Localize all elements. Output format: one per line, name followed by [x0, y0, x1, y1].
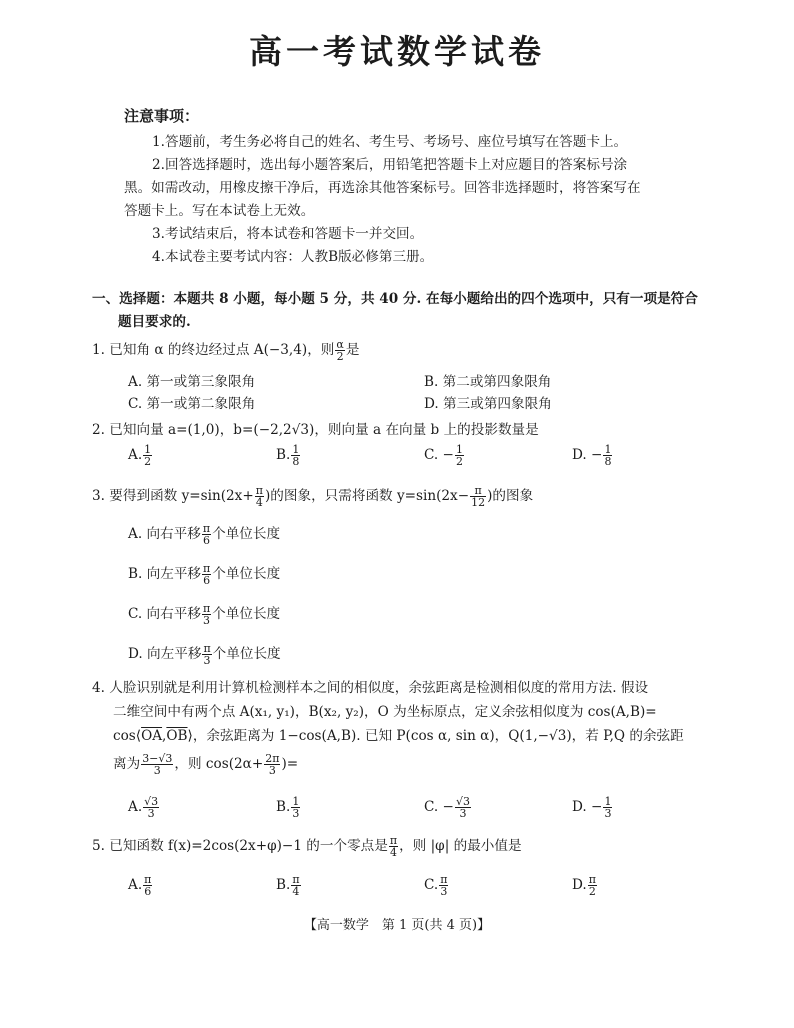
q5-option-a: A. $\frac{\pi}{6}$ [128, 873, 152, 898]
section-heading-line-1: 一、选择题：本题共 8 小题，每小题 5 分，共 40 分. 在每小题给出的四个选项中，只有一项是符合 [92, 291, 698, 307]
question-4-line-1: 4. 人脸识别就是利用计算机检测样本之间的相似度，余弦距离是检测相似度的常用方法. 假设 [92, 680, 649, 696]
q2-option-d: D. − $\frac{1}{8}$ [572, 443, 612, 468]
question-4-line-3: $\cos⟨\overline{OA},\overline{OB}⟩$，余弦距离为 1−cos(A,B). 已知 P(cos α, sin α)，Q(1,−√3)，若 P,Q 的余弦距 [113, 728, 684, 744]
notice-line-4: 4.本试卷主要考试内容：人教B版必修第三册。 [152, 249, 434, 265]
notice-line-1: 1.答题前，考生务必将自己的姓名、考生号、考场号、座位号填写在答题卡上。 [152, 134, 628, 150]
question-5-stem: 5. 已知函数 f(x)=2cos(2x+φ)−1 的一个零点是 $\frac{\pi}{4}$ ，则 |φ| 的最小值是 [92, 834, 522, 859]
notice-line-2a: 2.回答选择题时，选出每小题答案后，用铅笔把答题卡上对应题目的答案标号涂 [152, 157, 628, 173]
q2-option-c: C. − $\frac{1}{2}$ [424, 443, 463, 468]
exam-title: 高一考试数学试卷 [249, 32, 545, 71]
q2-option-b: B. $\frac{1}{8}$ [276, 443, 300, 468]
notice-line-2b: 黑。如需改动，用橡皮擦干净后，再选涂其他答案标号。回答非选择题时，将答案写在 [124, 180, 641, 196]
question-4-line-4: 离为 $\frac{3-√3}{3}$ ，则 cos(2α+ $\frac{2\pi}{3}$ )= [113, 752, 299, 777]
question-3-stem: 3. 要得到函数 y=sin(2x+ $\frac{\pi}{4}$ )的图象，只需将函数 y=sin(2x− $\frac{\pi}{12}$ )的图象 [92, 484, 534, 509]
q1-option-b: B. 第二或第四象限角 [424, 374, 552, 390]
q4-option-c: C. − $\frac{√3}{3}$ [424, 795, 470, 820]
notice-line-2c: 答题卡上。写在本试卷上无效。 [124, 203, 315, 219]
q3-option-b: B. 向左平移 $\frac{\pi}{6}$ 个单位长度 [128, 562, 281, 587]
q3-option-c: C. 向右平移 $\frac{\pi}{3}$ 个单位长度 [128, 602, 281, 627]
q5-option-d: D. $\frac{\pi}{2}$ [572, 873, 596, 898]
q1-option-a: A. 第一或第三象限角 [128, 374, 256, 390]
question-1-stem: 1. 已知角 α 的终边经过点 A(−3,4)，则 $\frac{\alpha}{2}$ 是 [92, 338, 360, 363]
page-footer: 【高一数学 第 1 页(共 4 页)】 [303, 918, 491, 933]
q1-option-c: C. 第一或第二象限角 [128, 396, 256, 412]
q4-option-a: A. $\frac{√3}{3}$ [128, 795, 159, 820]
q4-option-d: D. − $\frac{1}{3}$ [572, 795, 612, 820]
fraction: $\frac{\alpha}{2}$ [336, 338, 344, 363]
notice-heading: 注意事项： [124, 107, 200, 125]
section-heading-line-2: 题目要求的. [118, 314, 191, 330]
question-4-line-2: 二维空间中有两个点 A(x₁, y₁)，B(x₂, y₂)，O 为坐标原点，定义余弦相似度为 cos(A,B)= [113, 704, 657, 720]
question-2-stem: 2. 已知向量 a=(1,0)，b=(−2,2√3)，则向量 a 在向量 b 上的投影数量是 [92, 422, 539, 438]
q4-option-b: B. $\frac{1}{3}$ [276, 795, 300, 820]
notice-line-3: 3.考试结束后，将本试卷和答题卡一并交回。 [152, 226, 424, 242]
q2-option-a: A. $\frac{1}{2}$ [128, 443, 152, 468]
q1-option-d: D. 第三或第四象限角 [424, 396, 552, 412]
q5-option-c: C. $\frac{\pi}{3}$ [424, 873, 448, 898]
q5-option-b: B. $\frac{\pi}{4}$ [276, 873, 300, 898]
q3-option-d: D. 向左平移 $\frac{\pi}{3}$ 个单位长度 [128, 642, 281, 667]
q3-option-a: A. 向右平移 $\frac{\pi}{6}$ 个单位长度 [128, 522, 281, 547]
